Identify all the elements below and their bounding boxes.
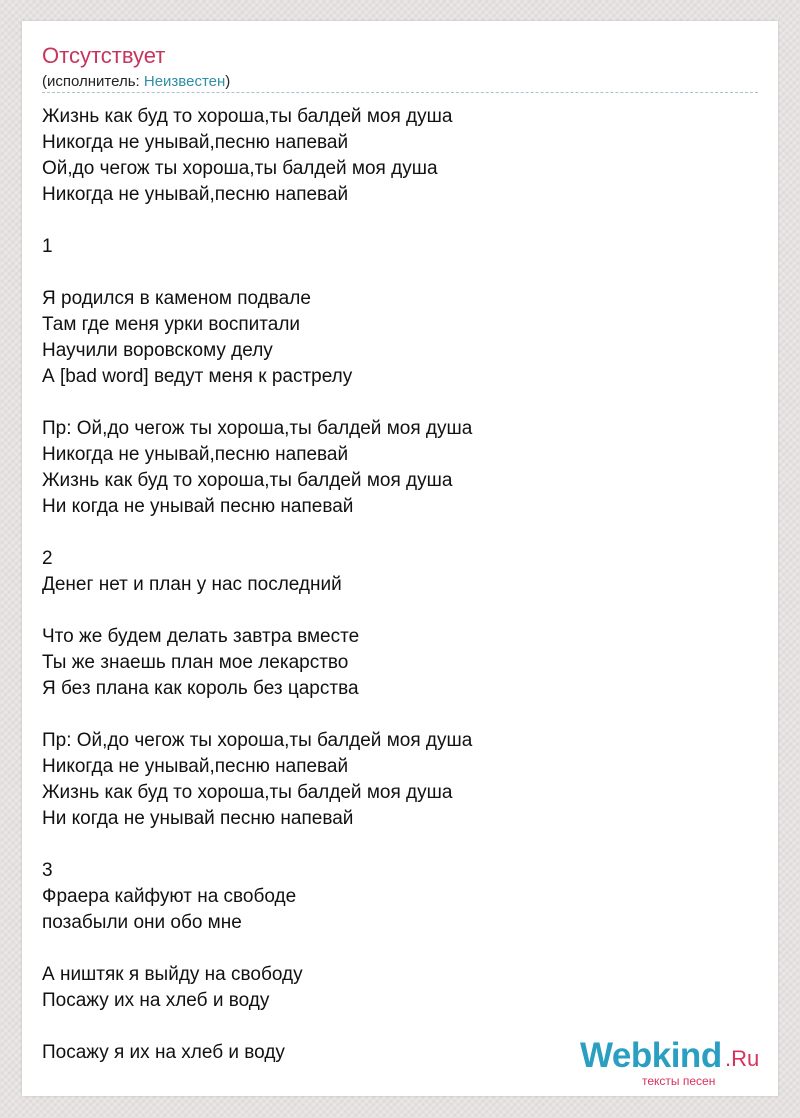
artist-prefix: (исполнитель: — [42, 73, 144, 90]
lyric-line: Ни когда не унывай песню напевай — [42, 496, 354, 517]
lyrics-text — [42, 104, 742, 1066]
lyric-line: 1 — [42, 236, 53, 257]
lyric-line: позабыли они обо мне — [42, 912, 242, 933]
lyric-line: Фраера кайфуют на свободе — [42, 886, 297, 907]
lyric-line: Посажу я их на хлеб и воду — [42, 1042, 285, 1063]
lyric-line: Никогда не унывай,песню напевай — [42, 756, 349, 777]
artist-suffix: ) — [225, 73, 231, 90]
logo-tld: .Ru — [725, 1046, 760, 1071]
lyrics-sheet — [22, 21, 778, 1096]
lyric-line: А ништяк я выйду на свободу — [42, 964, 303, 985]
lyric-blank-line — [42, 936, 742, 962]
lyric-line: Жизнь как буд то хороша,ты балдей моя душа — [42, 470, 453, 491]
lyric-blank-line — [42, 832, 742, 858]
lyric-line: Жизнь как буд то хороша,ты балдей моя душа — [42, 106, 453, 127]
lyric-line: Никогда не унывай,песню напевай — [42, 444, 349, 465]
lyric-line: Денег нет и план у нас последний — [42, 574, 342, 595]
artist-line — [42, 73, 230, 91]
logo-tagline: тексты песен — [642, 1074, 716, 1088]
lyric-blank-line — [42, 702, 742, 728]
lyric-line: Ой,до чегож ты хороша,ты балдей моя душа — [42, 158, 438, 179]
webkind-logo[interactable] — [570, 1036, 770, 1088]
lyric-blank-line — [42, 598, 742, 624]
lyric-line: Ни когда не унывай песню напевай — [42, 808, 354, 829]
lyric-line: 3 — [42, 860, 53, 881]
lyric-line: Жизнь как буд то хороша,ты балдей моя душа — [42, 782, 453, 803]
lyric-line: Пр: Ой,до чегож ты хороша,ты балдей моя душа — [42, 418, 473, 439]
lyric-line: Ты же знаешь план мое лекарство — [42, 652, 349, 673]
title-divider — [42, 92, 758, 93]
lyric-line: Никогда не унывай,песню напевай — [42, 132, 349, 153]
lyric-line: Пр: Ой,до чегож ты хороша,ты балдей моя душа — [42, 730, 473, 751]
lyric-line: А [bad word] ведут меня к растрелу — [42, 366, 353, 387]
lyric-line: 2 — [42, 548, 53, 569]
lyric-blank-line — [42, 208, 742, 234]
lyric-line: Посажу их на хлеб и воду — [42, 990, 270, 1011]
lyric-line: Никогда не унывай,песню напевай — [42, 184, 349, 205]
song-title: Отсутствует — [42, 43, 166, 68]
lyric-blank-line — [42, 520, 742, 546]
logo-name: Webkind — [580, 1036, 722, 1075]
lyric-line: Там где меня урки воспитали — [42, 314, 301, 335]
lyric-line: Я без плана как король без царства — [42, 678, 359, 699]
lyric-blank-line — [42, 390, 742, 416]
artist-link[interactable]: Неизвестен — [143, 73, 226, 90]
lyric-line: Я родился в каменом подвале — [42, 288, 311, 309]
lyric-line: Научили воровскому делу — [42, 340, 273, 361]
lyric-line: Что же будем делать завтра вместе — [42, 626, 360, 647]
lyric-blank-line — [42, 260, 742, 286]
